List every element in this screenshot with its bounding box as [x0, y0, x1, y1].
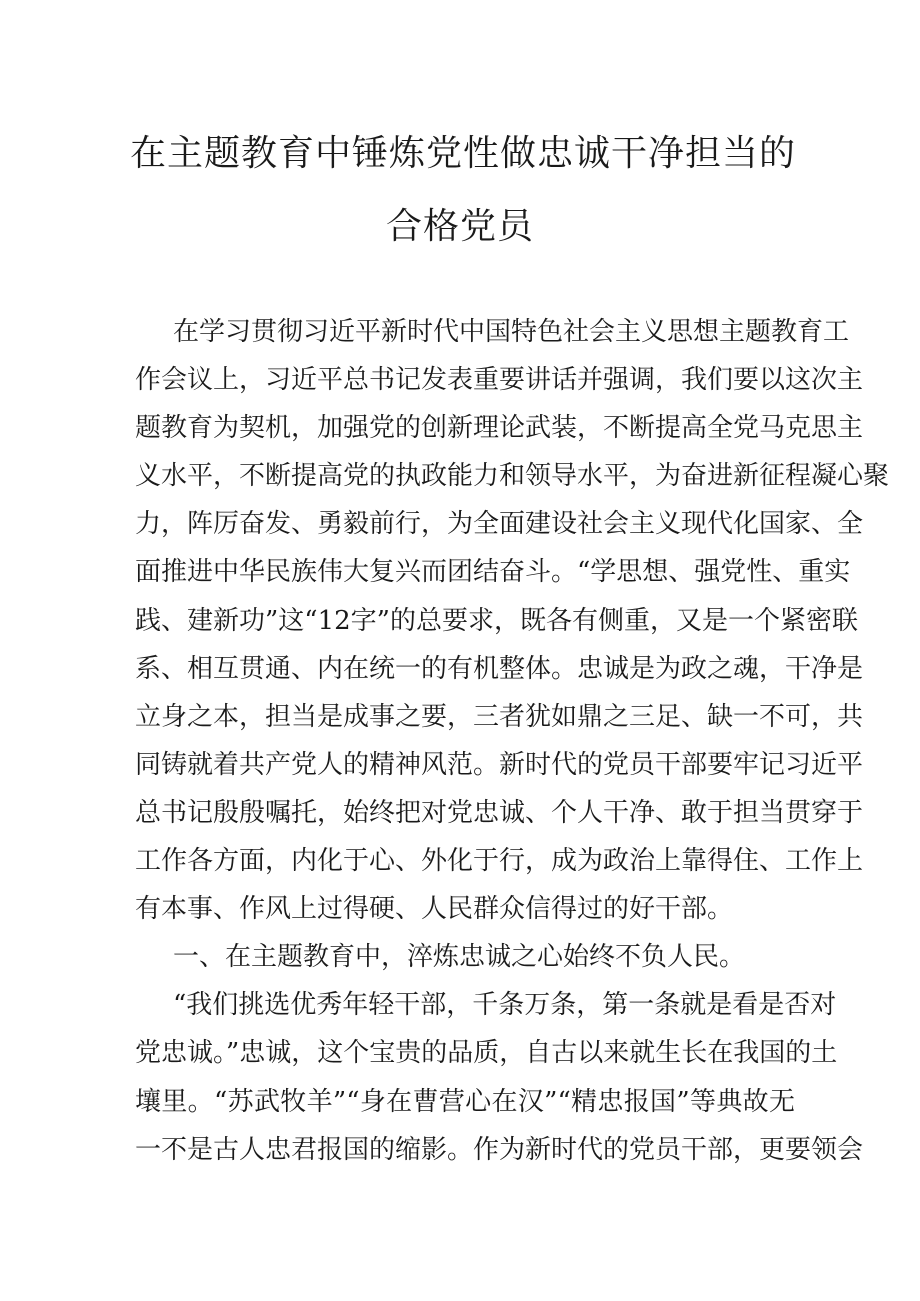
- paragraph-line: 党忠诚。”忠诚，这个宝贵的品质，自古以来就生长在我国的土: [135, 1038, 838, 1069]
- paragraph-line: 工作各方面，内化于心、外化于行，成为政治上靠得住、工作上: [135, 846, 864, 877]
- paragraph-line: 力，阵厉奋发、勇毅前行，为全面建设社会主义现代化国家、全: [135, 509, 864, 540]
- paragraph-line: 义水平，不断提高党的执政能力和领导水平，为奋进新征程凝心聚: [135, 461, 890, 492]
- paragraph-line: 壤里。“苏武牧羊”“身在曹营心在汉”“精忠报国”等典故无: [135, 1086, 795, 1117]
- paragraph-line: 一不是古人忠君报国的缩影。作为新时代的党员干部，更要领会: [135, 1134, 864, 1165]
- paragraph-line: 立身之本，担当是成事之要，三者犹如鼎之三足、缺一不可，共: [135, 701, 864, 732]
- document-title-line-2: 合格党员: [385, 206, 534, 247]
- paragraph-line: 作会议上，习近平总书记发表重要讲话并强调，我们要以这次主: [135, 365, 864, 396]
- paragraph-line: 题教育为契机，加强党的创新理论武装，不断提高全党马克思主: [135, 413, 864, 444]
- section-heading: 一、在主题教育中，淬炼忠诚之心始终不负人民。: [173, 942, 746, 973]
- document-body: [135, 308, 890, 1174]
- paragraph-line: 同铸就着共产党人的精神风范。新时代的党员干部要牢记习近平: [135, 749, 864, 780]
- paragraph-line: 在学习贯彻习近平新时代中国特色社会主义思想主题教育工: [173, 317, 850, 347]
- paragraph-line: 面推进中华民族伟大复兴而团结奋斗。“学思想、强党性、重实: [135, 557, 851, 588]
- paragraph-line: 践、建新功”这“12字”的总要求，既各有侧重，又是一个紧密联: [135, 605, 858, 636]
- paragraph-line: “我们挑选优秀年轻干部，千条万条，第一条就是看是否对: [173, 990, 837, 1021]
- paragraph-line: 有本事、作风上过得硬、人民群众信得过的好干部。: [135, 894, 734, 925]
- paragraph-line: 总书记殷殷嘱托，始终把对党忠诚、个人干净、敢于担当贯穿于: [135, 797, 864, 828]
- document-title-line-1: 在主题教育中锤炼党性做忠诚干净担当的: [130, 133, 797, 174]
- paragraph-line: 系、相互贯通、内在统一的有机整体。忠诚是为政之魂，干净是: [135, 653, 864, 684]
